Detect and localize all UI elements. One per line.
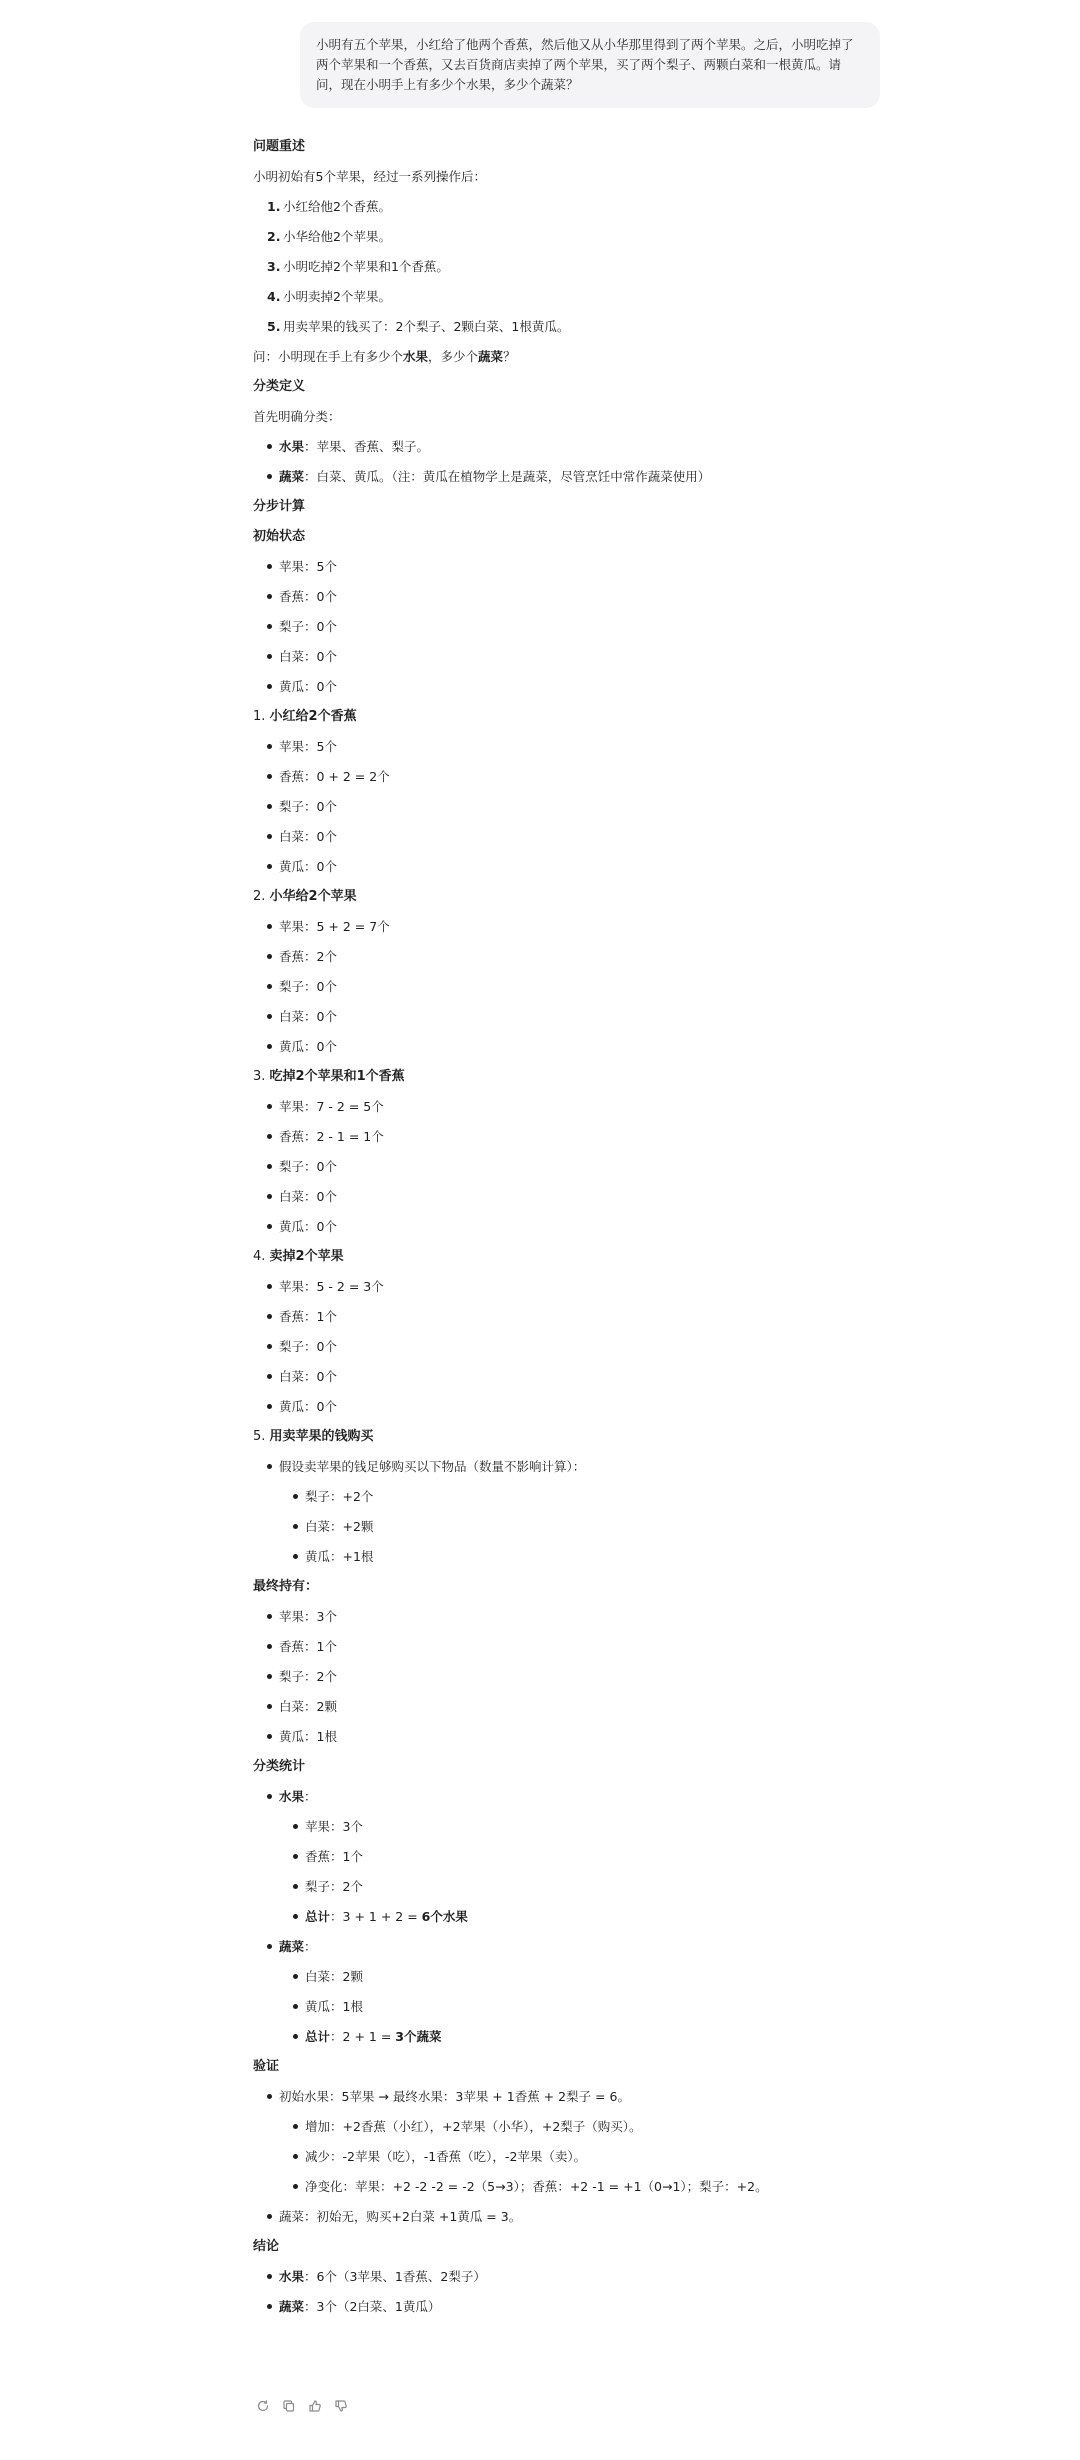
bullet-icon — [267, 2214, 272, 2219]
bullet-icon — [293, 2184, 298, 2189]
bullet-icon — [267, 1944, 272, 1949]
list-item: 梨子：2个 — [265, 1662, 873, 1692]
list-item: 苹果：5 - 2 = 3个 — [265, 1272, 873, 1302]
step1-list — [253, 732, 873, 882]
list-item: 蔬菜： 白菜：2颗 黄瓜：1根 总计：2 + 1 = 3个蔬菜 — [265, 1932, 873, 2052]
list-item: 蔬菜：白菜、黄瓜。（注：黄瓜在植物学上是蔬菜，尽管烹饪中常作蔬菜使用） — [265, 462, 873, 492]
verify-sublist — [279, 2112, 873, 2202]
bullet-icon — [267, 444, 272, 449]
list-item: 蔬菜：3个（2白菜、1黄瓜） — [265, 2292, 873, 2322]
list-item: 5. 用卖苹果的钱买了：2个梨子、2颗白菜、1根黄瓜。 — [267, 319, 570, 334]
classification-list — [253, 432, 873, 492]
list-item: 香蕉：2 - 1 = 1个 — [265, 1122, 873, 1152]
list-item: 白菜：+2颗 — [291, 1512, 873, 1542]
step5-sublist — [279, 1482, 873, 1572]
heading-stats: 分类统计 — [253, 1759, 306, 1774]
list-item: 香蕉：1个 — [265, 1302, 873, 1332]
bullet-icon — [293, 1824, 298, 1829]
bullet-icon — [267, 1194, 272, 1199]
list-item: 梨子：0个 — [265, 792, 873, 822]
bullet-icon — [267, 594, 272, 599]
bullet-icon — [267, 2094, 272, 2099]
heading-step2: 2. 小华给2个苹果 — [253, 889, 357, 904]
list-item: 蔬菜：初始无，购买+2白菜 +1黄瓜 = 3。 — [265, 2202, 873, 2232]
list-item: 香蕉：0个 — [265, 582, 873, 612]
conclusion-list — [253, 2262, 873, 2322]
bullet-icon — [267, 2274, 272, 2279]
list-item: 白菜：0个 — [265, 642, 873, 672]
list-item: 苹果：5个 — [265, 732, 873, 762]
list-item: 黄瓜：1根 — [265, 1722, 873, 1752]
list-item: 苹果：5 + 2 = 7个 — [265, 912, 873, 942]
list-item: 黄瓜：0个 — [265, 1212, 873, 1242]
list-item: 1. 小红给他2个香蕉。 — [267, 199, 391, 214]
list-item: 苹果：3个 — [265, 1602, 873, 1632]
heading-step1: 1. 小红给2个香蕉 — [253, 709, 357, 724]
bullet-icon — [267, 474, 272, 479]
heading-final: 最终持有： — [253, 1579, 319, 1594]
list-item: 梨子：2个 — [291, 1872, 873, 1902]
thumbs-down-icon[interactable] — [334, 2399, 348, 2413]
bullet-icon — [293, 2124, 298, 2129]
final-list — [253, 1602, 873, 1752]
verify-list — [253, 2082, 873, 2232]
step4-list — [253, 1272, 873, 1422]
list-item: 香蕉：1个 — [265, 1632, 873, 1662]
user-message-text: 小明有五个苹果，小红给了他两个香蕉，然后他又从小华那里得到了两个苹果。之后，小明吃掉了两个苹果和一个香蕉，又去百货商店卖掉了两个苹果，买了两个梨子、两颗白菜和一根黄瓜。请问，现在小明手上有多少个水果，多少个蔬菜？ — [316, 37, 854, 92]
bullet-icon — [267, 744, 272, 749]
heading-step3: 3. 吃掉2个苹果和1个香蕉 — [253, 1069, 405, 1084]
bullet-icon — [267, 624, 272, 629]
bullet-icon — [267, 954, 272, 959]
list-item: 减少：-2苹果（吃），-1香蕉（吃），-2苹果（卖）。 — [291, 2142, 873, 2172]
classification-intro: 首先明确分类： — [253, 409, 341, 424]
bullet-icon — [293, 2154, 298, 2159]
bullet-icon — [267, 684, 272, 689]
thumbs-up-icon[interactable] — [308, 2399, 322, 2413]
bullet-icon — [267, 1224, 272, 1229]
assistant-answer — [253, 132, 873, 2322]
restatement-intro: 小明初始有5个苹果，经过一系列操作后： — [253, 169, 486, 184]
list-item: 白菜：0个 — [265, 1002, 873, 1032]
bullet-icon — [293, 1494, 298, 1499]
bullet-icon — [267, 654, 272, 659]
heading-step5: 5. 用卖苹果的钱购买 — [253, 1429, 374, 1444]
bullet-icon — [293, 1914, 298, 1919]
list-item: 苹果：7 - 2 = 5个 — [265, 1092, 873, 1122]
bullet-icon — [267, 564, 272, 569]
list-item: 黄瓜：0个 — [265, 1392, 873, 1422]
bullet-icon — [267, 1344, 272, 1349]
step2-list — [253, 912, 873, 1062]
list-item: 水果： 苹果：3个 香蕉：1个 梨子：2个 总计：3 + 1 + 2 = 6个水果 — [265, 1782, 873, 1932]
bullet-icon — [267, 1104, 272, 1109]
bullet-icon — [267, 1704, 272, 1709]
list-item: 苹果：5个 — [265, 552, 873, 582]
heading-step4: 4. 卖掉2个苹果 — [253, 1249, 344, 1264]
bullet-icon — [293, 1524, 298, 1529]
bullet-icon — [267, 1284, 272, 1289]
bullet-icon — [267, 1404, 272, 1409]
list-item: 梨子：0个 — [265, 612, 873, 642]
list-item: 白菜：0个 — [265, 1362, 873, 1392]
bullet-icon — [267, 1044, 272, 1049]
stats-list — [253, 1782, 873, 2052]
list-item: 黄瓜：1根 — [291, 1992, 873, 2022]
restatement-question: 问：小明现在手上有多少个水果，多少个蔬菜？ — [253, 349, 516, 364]
list-item: 黄瓜：0个 — [265, 852, 873, 882]
list-item: 2. 小华给他2个苹果。 — [267, 229, 391, 244]
stats-veg-sublist — [279, 1962, 873, 2052]
list-item: 黄瓜：0个 — [265, 672, 873, 702]
bullet-icon — [293, 1854, 298, 1859]
list-item: 4. 小明卖掉2个苹果。 — [267, 289, 391, 304]
list-item: 梨子：+2个 — [291, 1482, 873, 1512]
bullet-icon — [267, 1014, 272, 1019]
bullet-icon — [293, 1974, 298, 1979]
heading-restatement: 问题重述 — [253, 139, 306, 154]
list-item: 白菜：2颗 — [291, 1962, 873, 1992]
list-item: 香蕉：1个 — [291, 1842, 873, 1872]
step3-list — [253, 1092, 873, 1242]
user-message-bubble — [300, 22, 880, 108]
bullet-icon — [267, 774, 272, 779]
message-actions — [256, 2399, 348, 2417]
bullet-icon — [293, 2004, 298, 2009]
list-item: 初始水果：5苹果 → 最终水果：3苹果 + 1香蕉 + 2梨子 = 6。 增加：+2香蕉（小红），+2苹果（小华），+2梨子（购买）。 减少：-2苹果（吃），-1香蕉（吃），-2苹果（卖）。 净变化：苹果：+2 -2 -2 = -2（5→3）；香蕉：+2 -1 = +1（0→1）；梨子：+2。 — [265, 2082, 873, 2202]
list-item: 梨子：0个 — [265, 1332, 873, 1362]
list-item: 3. 小明吃掉2个苹果和1个香蕉。 — [267, 259, 449, 274]
bullet-icon — [267, 1164, 272, 1169]
refresh-icon[interactable] — [256, 2399, 270, 2413]
list-item: 总计：3 + 1 + 2 = 6个水果 — [291, 1902, 873, 1932]
bullet-icon — [267, 834, 272, 839]
bullet-icon — [267, 924, 272, 929]
bullet-icon — [267, 1464, 272, 1469]
bullet-icon — [293, 2034, 298, 2039]
copy-icon[interactable] — [282, 2399, 296, 2413]
bullet-icon — [267, 864, 272, 869]
list-item: 梨子：0个 — [265, 1152, 873, 1182]
bullet-icon — [267, 1674, 272, 1679]
bullet-icon — [267, 1314, 272, 1319]
list-item: 增加：+2香蕉（小红），+2苹果（小华），+2梨子（购买）。 — [291, 2112, 873, 2142]
list-item: 香蕉：0 + 2 = 2个 — [265, 762, 873, 792]
list-item: 黄瓜：+1根 — [291, 1542, 873, 1572]
bullet-icon — [267, 1614, 272, 1619]
heading-initial: 初始状态 — [253, 529, 306, 544]
bullet-icon — [293, 1554, 298, 1559]
bullet-icon — [267, 1374, 272, 1379]
bullet-icon — [267, 1134, 272, 1139]
bullet-icon — [267, 1734, 272, 1739]
list-item: 香蕉：2个 — [265, 942, 873, 972]
list-item: 白菜：0个 — [265, 822, 873, 852]
heading-calc: 分步计算 — [253, 499, 306, 514]
list-item: 总计：2 + 1 = 3个蔬菜 — [291, 2022, 873, 2052]
stats-fruit-sublist — [279, 1812, 873, 1932]
list-item: 梨子：0个 — [265, 972, 873, 1002]
list-item: 水果：苹果、香蕉、梨子。 — [265, 432, 873, 462]
bullet-icon — [267, 1644, 272, 1649]
step5-list — [253, 1452, 873, 1572]
list-item: 白菜：0个 — [265, 1182, 873, 1212]
list-item: 白菜：2颗 — [265, 1692, 873, 1722]
bullet-icon — [267, 804, 272, 809]
bullet-icon — [293, 1884, 298, 1889]
list-item: 黄瓜：0个 — [265, 1032, 873, 1062]
bullet-icon — [267, 1794, 272, 1799]
heading-classification: 分类定义 — [253, 379, 306, 394]
list-item: 假设卖苹果的钱足够购买以下物品（数量不影响计算）： 梨子：+2个 白菜：+2颗 黄瓜：+1根 — [265, 1452, 873, 1572]
bullet-icon — [267, 984, 272, 989]
heading-conclusion: 结论 — [253, 2239, 280, 2254]
bullet-icon — [267, 2304, 272, 2309]
restatement-steps — [253, 192, 873, 342]
heading-verify: 验证 — [253, 2059, 280, 2074]
initial-list — [253, 552, 873, 702]
list-item: 水果：6个（3苹果、1香蕉、2梨子） — [265, 2262, 873, 2292]
list-item: 净变化：苹果：+2 -2 -2 = -2（5→3）；香蕉：+2 -1 = +1（0→1）；梨子：+2。 — [291, 2172, 873, 2202]
list-item: 苹果：3个 — [291, 1812, 873, 1842]
